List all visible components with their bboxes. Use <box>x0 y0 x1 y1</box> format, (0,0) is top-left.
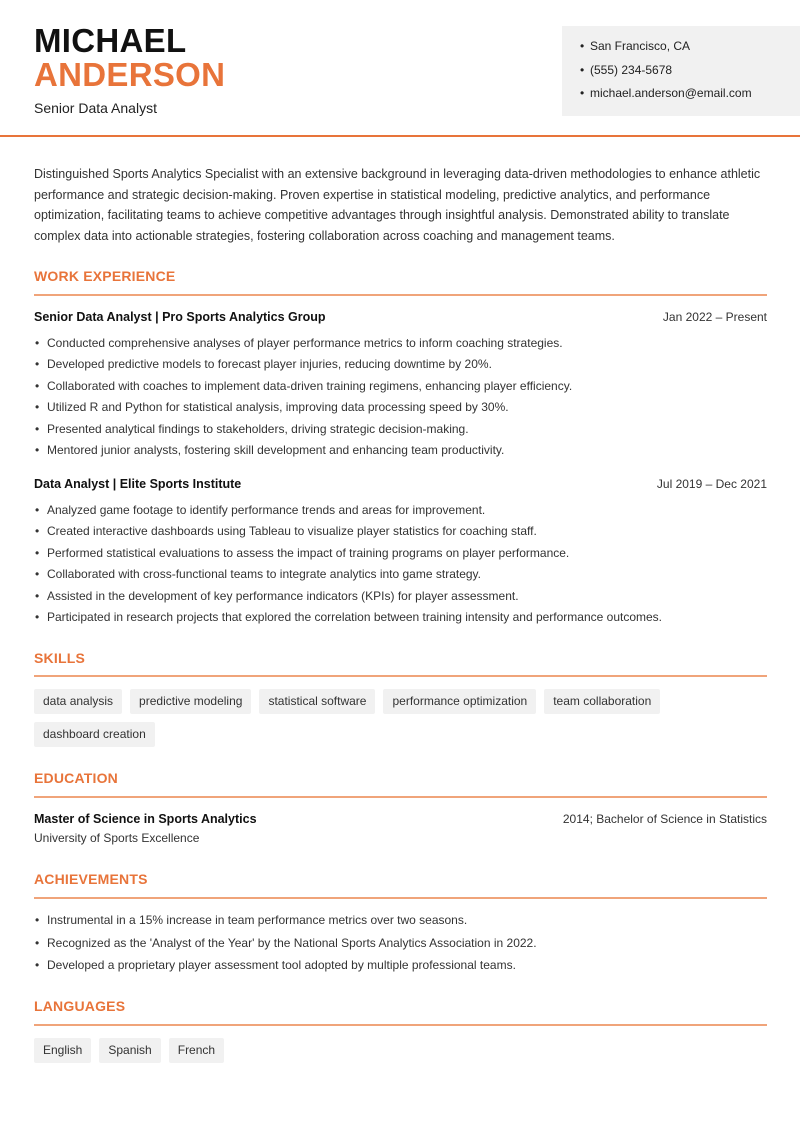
job-header <box>34 310 767 324</box>
language-chip: Spanish <box>99 1038 160 1063</box>
summary-paragraph: Distinguished Sports Analytics Specialist with an extensive background in leveraging data-driven methodologies to enhance athletic performance and strategic decision-making. Proven expertise in statistical modeling, predictive analytics, and performance optimization, facilitating teams to achieve competitive advantages through insightful analysis. Demonstrated ability to translate complex data into actionable strategies, fostering collaboration across coaching and management teams. <box>34 167 761 243</box>
work-experience-heading: WORK EXPERIENCE <box>34 268 176 284</box>
contact-email[interactable]: • michael.anderson@email.com <box>580 86 800 110</box>
skill-chip: team collaboration <box>544 689 660 714</box>
section-divider <box>34 294 767 296</box>
list-item: • Mentored junior analysts, fostering skill development and enhancing team productivity. <box>34 443 767 464</box>
list-item: • Assisted in the development of key performance indicators (KPIs) for player assessment. <box>34 589 767 610</box>
languages-heading: LANGUAGES <box>34 998 126 1014</box>
skill-chip: predictive modeling <box>130 689 251 714</box>
education-school: University of Sports Excellence <box>34 831 200 845</box>
list-item: • Performed statistical evaluations to assess the impact of training programs on player performance. <box>34 546 767 567</box>
first-name: MICHAEL <box>34 22 187 59</box>
list-item: • Created interactive dashboards using Tableau to visualize player statistics for coaching staff. <box>34 524 767 545</box>
contact-box <box>562 26 800 116</box>
list-item: • Developed a proprietary player assessment tool adopted by multiple professional teams. <box>34 958 767 981</box>
list-item: • Developed predictive models to forecast player injuries, reducing downtime by 20%. <box>34 357 767 378</box>
job-bullets <box>34 503 767 631</box>
skill-chip: statistical software <box>259 689 375 714</box>
list-item: • Analyzed game footage to identify performance trends and areas for improvement. <box>34 503 767 524</box>
achievements-list <box>34 913 767 981</box>
education-heading: EDUCATION <box>34 770 118 786</box>
education-degree: Master of Science in Sports Analytics <box>34 812 257 826</box>
list-item: • Collaborated with coaches to implement data-driven training regimens, enhancing player efficiency. <box>34 379 767 400</box>
list-item: • Conducted comprehensive analyses of player performance metrics to inform coaching strategies. <box>34 336 767 357</box>
language-chip: English <box>34 1038 91 1063</box>
skills-list <box>34 689 767 755</box>
list-item: • Utilized R and Python for statistical analysis, improving data processing speed by 30%. <box>34 400 767 421</box>
job-bullets <box>34 336 767 464</box>
section-divider <box>34 1024 767 1026</box>
languages-list <box>34 1038 767 1071</box>
job-header <box>34 477 767 491</box>
list-item: • Presented analytical findings to stakeholders, driving strategic decision-making. <box>34 422 767 443</box>
list-item: • Participated in research projects that explored the correlation between training intensity and performance outcomes. <box>34 610 767 631</box>
job-title: Senior Data Analyst <box>34 100 157 116</box>
last-name: ANDERSON <box>34 56 226 93</box>
skill-chip: data analysis <box>34 689 122 714</box>
list-item: • Collaborated with cross-functional teams to integrate analytics into game strategy. <box>34 567 767 588</box>
list-item: • Instrumental in a 15% increase in team performance metrics over two seasons. <box>34 913 767 936</box>
section-divider <box>34 675 767 677</box>
language-chip: French <box>169 1038 224 1063</box>
education-year: 2014; Bachelor of Science in Statistics <box>562 812 767 826</box>
list-item: • Recognized as the 'Analyst of the Year' by the National Sports Analytics Association in 2022. <box>34 936 767 959</box>
contact-phone: • (555) 234-5678 <box>580 63 800 87</box>
skill-chip: performance optimization <box>383 689 536 714</box>
skills-heading: SKILLS <box>34 650 85 666</box>
contact-location: • San Francisco, CA <box>580 39 800 63</box>
resume-header <box>0 0 800 138</box>
skill-chip: dashboard creation <box>34 722 155 747</box>
header-divider <box>0 135 800 137</box>
job-date: Jul 2019 – Dec 2021 <box>656 477 767 491</box>
job-date: Jan 2022 – Present <box>662 310 767 324</box>
section-divider <box>34 897 767 899</box>
job-role: Senior Data Analyst | Pro Sports Analytics Group <box>34 310 326 324</box>
achievements-heading: ACHIEVEMENTS <box>34 871 148 887</box>
job-role: Data Analyst | Elite Sports Institute <box>34 477 242 491</box>
section-divider <box>34 796 767 798</box>
